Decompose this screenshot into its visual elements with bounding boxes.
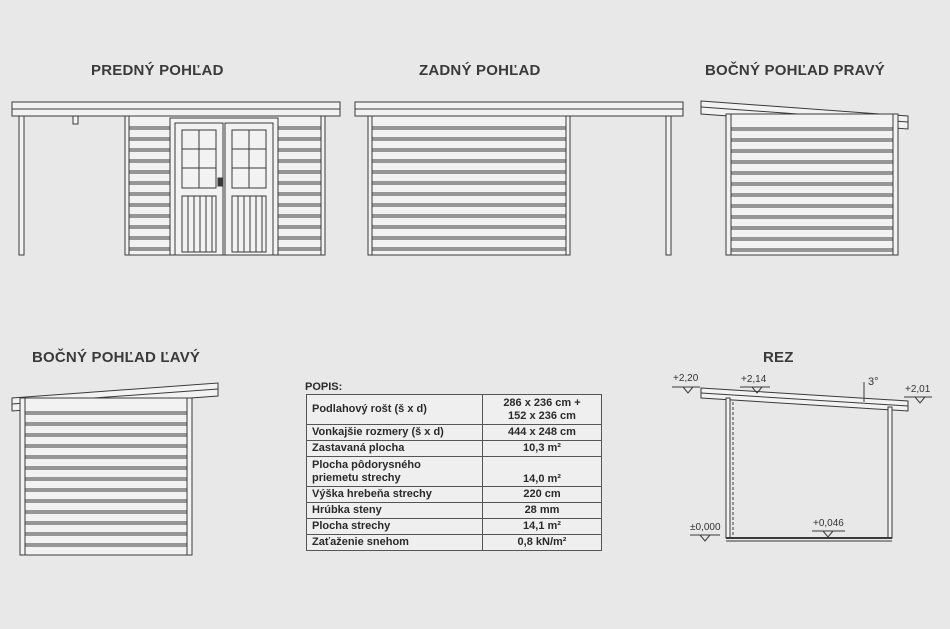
table-row <box>307 441 602 457</box>
table-row <box>307 519 602 535</box>
description-heading: POPIS: <box>305 381 343 393</box>
side-right-view-title: BOČNÝ POHĽAD PRAVÝ <box>705 62 886 79</box>
spec-value-line: 286 x 236 cm + <box>503 396 581 409</box>
level-label: +2,01 <box>905 384 931 395</box>
side-right-view-drawing <box>701 101 908 255</box>
table-row <box>307 535 602 551</box>
spec-key: Výška hrebeňa strechy <box>307 487 483 503</box>
spec-key: Vonkajšie rozmery (š x d) <box>307 425 483 441</box>
spec-key-line: priemetu strechy <box>312 471 401 484</box>
level-label: +2,20 <box>673 373 699 384</box>
side-left-view-title: BOČNÝ POHĽAD ĽAVÝ <box>32 349 201 366</box>
spec-value: 220 cm <box>483 487 602 503</box>
spec-value: 444 x 248 cm <box>483 425 602 441</box>
spec-key: Zastavaná plocha <box>307 441 483 457</box>
spec-value: 0,8 kN/m² <box>483 535 602 551</box>
front-view-drawing <box>12 102 340 255</box>
spec-key: Podlahový rošt (š x d) <box>307 395 483 425</box>
front-view-title: PREDNÝ POHĽAD <box>91 62 224 79</box>
description-table <box>306 394 602 551</box>
back-view-drawing <box>355 102 683 255</box>
roof-angle-label: 3° <box>868 376 879 388</box>
table-row <box>307 425 602 441</box>
spec-value: 10,3 m² <box>483 441 602 457</box>
spec-value: 14,1 m² <box>483 519 602 535</box>
level-label: +2,14 <box>741 374 767 385</box>
spec-key: Plocha strechy <box>307 519 483 535</box>
back-view-title: ZADNÝ POHĽAD <box>419 62 541 79</box>
section-drawing <box>672 382 932 541</box>
spec-key: Hrúbka steny <box>307 503 483 519</box>
level-label: ±0,000 <box>690 522 721 533</box>
spec-key <box>307 457 483 487</box>
table-row <box>307 487 602 503</box>
spec-value: 28 mm <box>483 503 602 519</box>
table-row <box>307 395 602 425</box>
section-view-title: REZ <box>763 349 794 366</box>
spec-key: Zaťaženie snehom <box>307 535 483 551</box>
side-left-view-drawing <box>12 383 218 555</box>
spec-value: 14,0 m² <box>483 457 602 487</box>
table-row <box>307 457 602 487</box>
spec-key-line: Plocha pôdorysného <box>312 458 421 471</box>
level-label: +0,046 <box>813 518 844 529</box>
table-row <box>307 503 602 519</box>
spec-value <box>483 395 602 425</box>
spec-value-line: 152 x 236 cm <box>508 409 576 422</box>
